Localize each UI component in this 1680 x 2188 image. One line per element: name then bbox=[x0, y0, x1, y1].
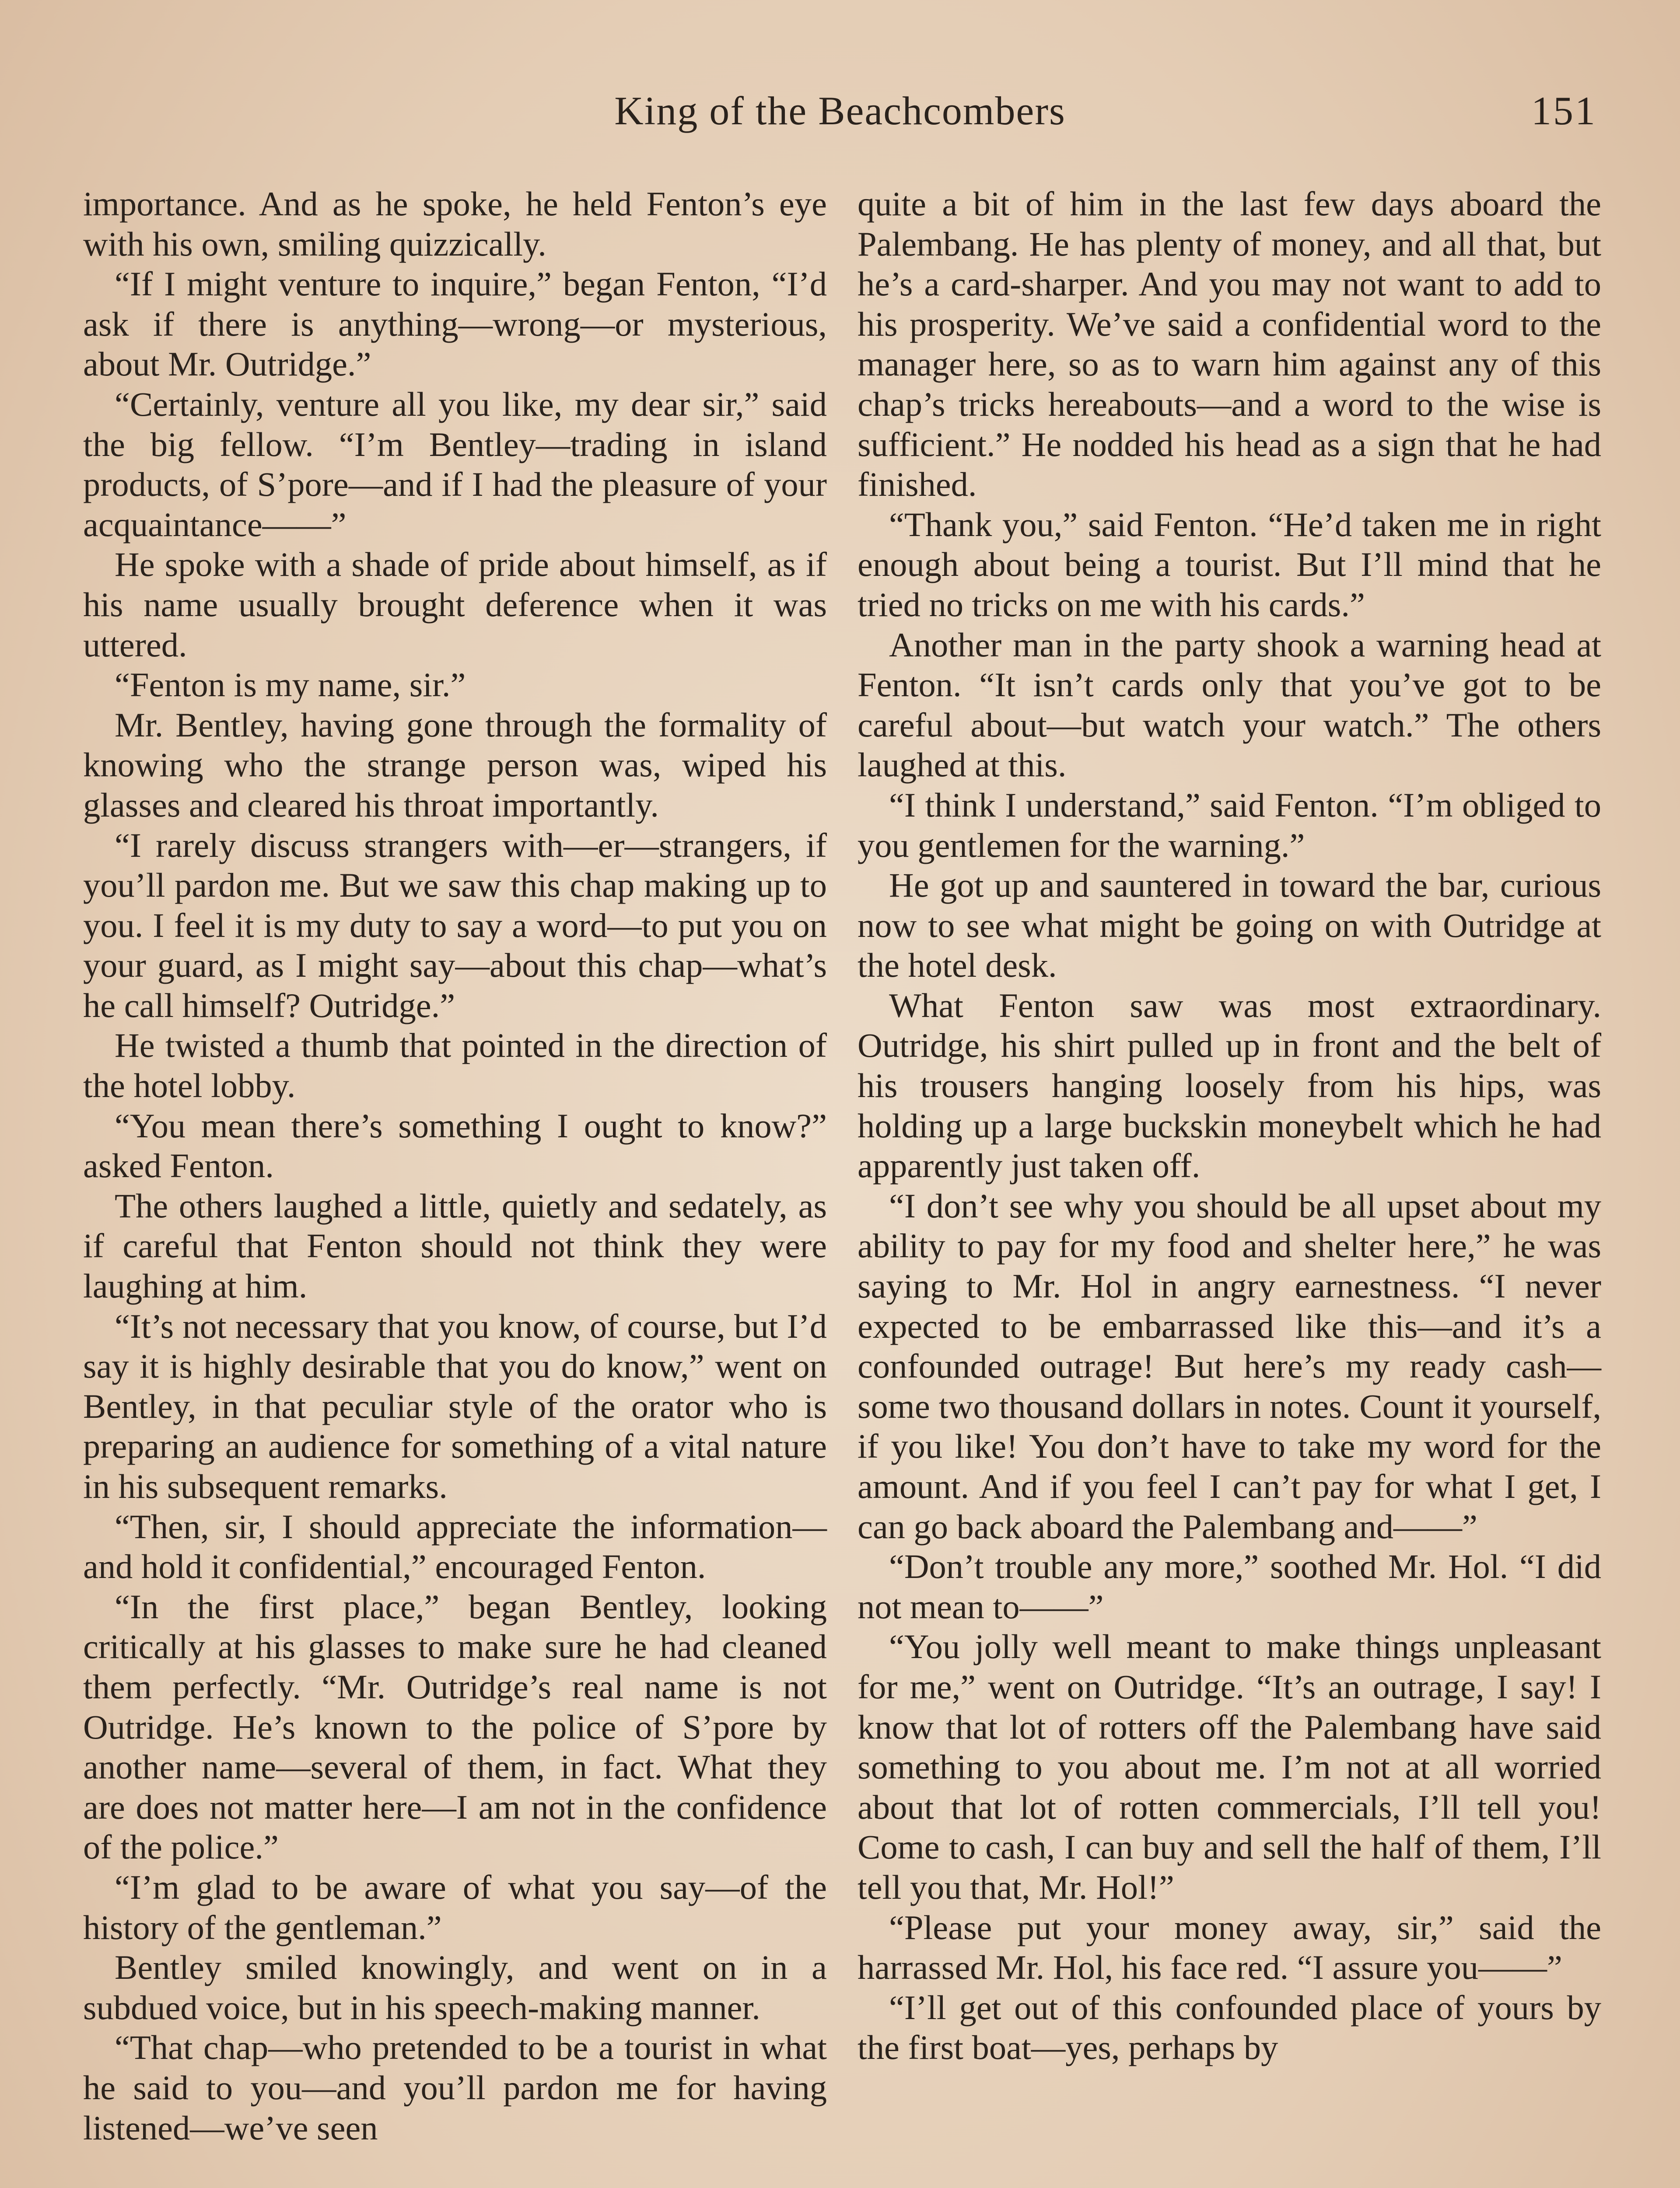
left-column bbox=[83, 184, 827, 2148]
paragraph: “If I might venture to inquire,” began Fenton, “I’d ask if there is anything—wrong—or mysterious, about Mr. Outridge.” bbox=[83, 265, 827, 383]
paragraph: “Then, sir, I should appreciate the information—and hold it confidential,” encouraged Fenton. bbox=[83, 1507, 827, 1586]
paragraph: “I don’t see why you should be all upset about my ability to pay for my food and shelter here,” he was saying to Mr. Hol in angry earnestness. “I never expected to be embarrassed like this—and it’s a confounded outrage! But here’s my ready cash—some two thousand dollars in notes. Count it yourself, if you like! You don’t have to take my word for the amount. And if you feel I can’t pay for what I get, I can go back aboard the Palembang and——” bbox=[858, 1186, 1601, 1546]
paragraph: “You jolly well meant to make things unpleasant for me,” went on Outridge. “It’s an outrage, I say! I know that lot of rotters off the Palembang have said something to you about me. I’m not at all worried about that lot of rotten commercials, I’ll tell you! Come to cash, I can buy and sell the half of them, I’ll tell you that, Mr. Hol!” bbox=[858, 1627, 1601, 1906]
paragraph: “Thank you,” said Fenton. “He’d taken me in right enough about being a tourist. But I’ll mind that he tried no tricks on me with his cards.” bbox=[858, 505, 1601, 624]
paragraph: “Please put your money away, sir,” said the harrassed Mr. Hol, his face red. “I assure you——” bbox=[858, 1908, 1601, 1987]
paragraph: “I rarely discuss strangers with—er—strangers, if you’ll pardon me. But we saw this chap making up to you. I feel it is my duty to say a word—to put you on your guard, as I might say—about this chap—what’s he call himself? Outridge.” bbox=[83, 826, 827, 1024]
paragraph: He spoke with a shade of pride about himself, as if his name usually brought deference when it was uttered. bbox=[83, 545, 827, 664]
running-title: King of the Beachcombers bbox=[614, 88, 1066, 133]
paragraph: “Don’t trouble any more,” soothed Mr. Hol. “I did not mean to——” bbox=[858, 1547, 1601, 1626]
paragraph: “I think I understand,” said Fenton. “I’m obliged to you gentlemen for the warning.” bbox=[858, 785, 1601, 864]
paragraph: quite a bit of him in the last few days aboard the Palembang. He has plenty of money, and all that, but he’s a card-sharper. And you may not want to add to his prosperity. We’ve said a confidential word to the manager here, so as to warn him against any of this chap’s tricks hereabouts—and a word to the wise is sufficient.” He nodded his head as a sign that he had finished. bbox=[858, 185, 1601, 504]
paragraph: Bentley smiled knowingly, and went on in a subdued voice, but in his speech-making manner. bbox=[83, 1948, 827, 2027]
paragraph: “That chap—who pretended to be a tourist in what he said to you—and you’ll pardon me for having listened—we’ve seen bbox=[83, 2028, 827, 2147]
paragraph: “I’ll get out of this confounded place of yours by the first boat—yes, perhaps by bbox=[858, 1988, 1601, 2067]
paragraph: “It’s not necessary that you know, of course, but I’d say it is highly desirable that you do know,” went on Bentley, in that peculiar style of the orator who is preparing an audience for something of a vital nature in his subsequent remarks. bbox=[83, 1307, 827, 1505]
page-number: 151 bbox=[1531, 88, 1597, 133]
paragraph: “I’m glad to be aware of what you say—of the history of the gentleman.” bbox=[83, 1868, 827, 1946]
paragraph: “You mean there’s something I ought to know?” asked Fenton. bbox=[83, 1106, 827, 1185]
paragraph: He got up and sauntered in toward the bar, curious now to see what might be going on with Outridge at the hotel desk. bbox=[858, 866, 1601, 985]
paragraph: He twisted a thumb that pointed in the direction of the hotel lobby. bbox=[83, 1026, 827, 1105]
paragraph: importance. And as he spoke, he held Fenton’s eye with his own, smiling quizzically. bbox=[83, 185, 827, 263]
paragraph: What Fenton saw was most extraordinary. Outridge, his shirt pulled up in front and the belt of his trousers hanging loosely from his hips, was holding up a large buckskin moneybelt which he had apparently just taken off. bbox=[858, 986, 1601, 1185]
paragraph: “Fenton is my name, sir.” bbox=[115, 666, 466, 704]
paragraph: Mr. Bentley, having gone through the formality of knowing who the strange person was, wiped his glasses and cleared his throat importantly. bbox=[83, 705, 827, 824]
paragraph: “In the first place,” began Bentley, looking critically at his glasses to make sure he had cleaned them perfectly. “Mr. Outridge’s real name is not Outridge. He’s known to the police of S’pore by another name—several of them, in fact. What they are does not matter here—I am not in the confidence of the police.” bbox=[83, 1587, 827, 1866]
paragraph: Another man in the party shook a warning head at Fenton. “It isn’t cards only that you’ve got to be careful about—but watch your watch.” The others laughed at this. bbox=[858, 625, 1601, 784]
paragraph: “Certainly, venture all you like, my dear sir,” said the big fellow. “I’m Bentley—trading in island products, of S’pore—and if I had the pleasure of your acquaintance——” bbox=[83, 385, 827, 543]
right-column bbox=[858, 184, 1601, 2068]
paragraph: The others laughed a little, quietly and sedately, as if careful that Fenton should not think they were laughing at him. bbox=[83, 1186, 827, 1305]
page-header bbox=[83, 88, 1597, 153]
